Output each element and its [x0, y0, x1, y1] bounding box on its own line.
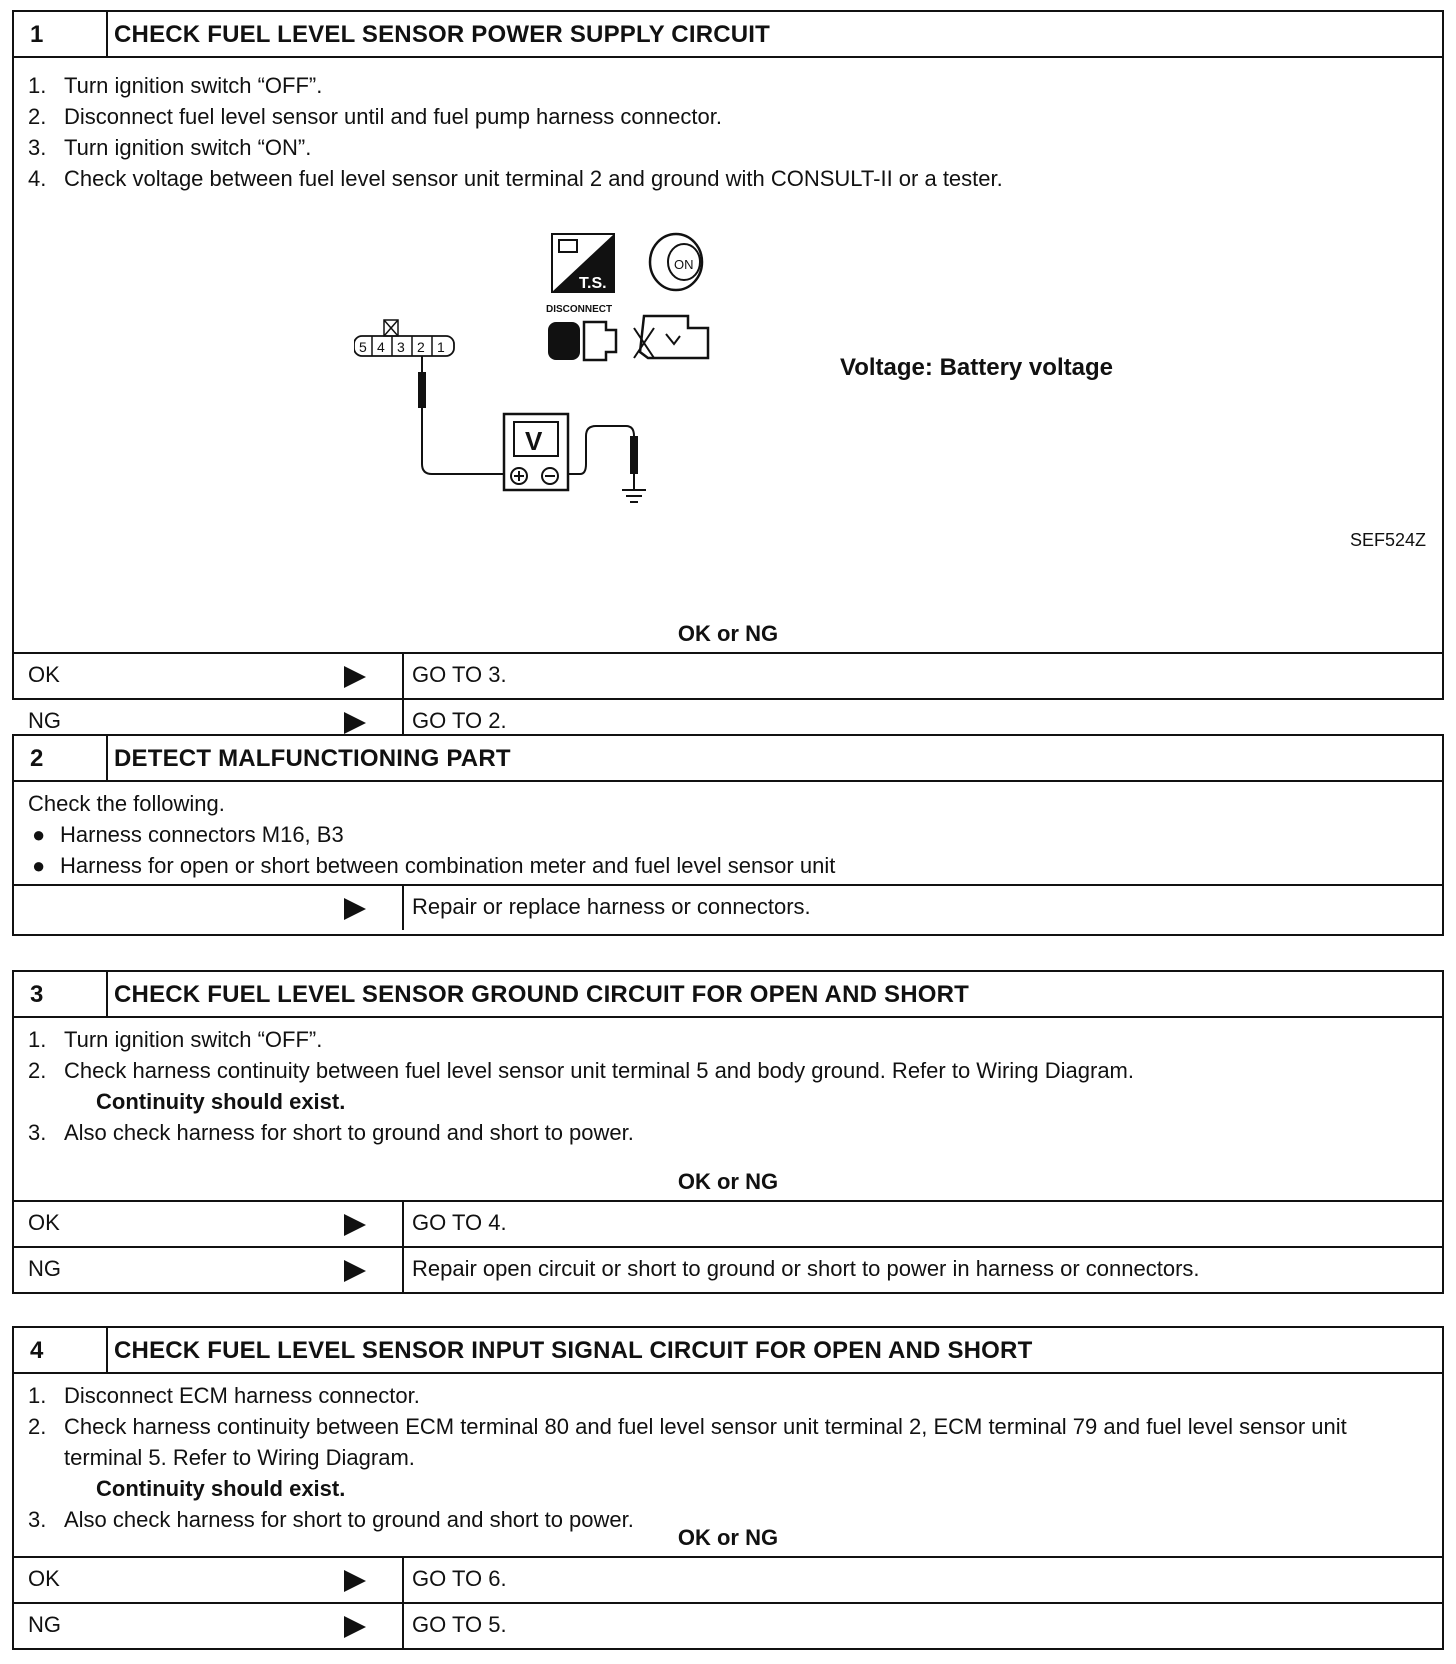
step-title: DETECT MALFUNCTIONING PART	[114, 745, 511, 772]
bullet-item	[28, 850, 1428, 881]
step-title: CHECK FUEL LEVEL SENSOR GROUND CIRCUIT FOR OPEN AND SHORT	[114, 981, 970, 1008]
result-cell	[14, 1604, 404, 1648]
result-row-ok	[14, 1202, 1442, 1246]
arrow-right-icon	[344, 1214, 366, 1236]
bullet-icon: ●	[32, 822, 46, 847]
figure-code: SEF524Z	[1349, 530, 1426, 550]
instruction-number: 2.	[28, 1058, 47, 1083]
ignition-on-icon	[650, 234, 702, 290]
disconnect-label: DISCONNECT	[546, 304, 613, 315]
arrow-right-icon	[344, 666, 366, 688]
instruction-text: Also check harness for short to ground and short to power.	[64, 1507, 634, 1532]
result-action: Repair or replace harness or connectors.	[412, 894, 811, 919]
result-action: GO TO 3.	[412, 662, 507, 687]
instruction-item	[28, 1504, 1428, 1535]
result-row-ok	[14, 1558, 1442, 1602]
step-instructions	[14, 1374, 1442, 1532]
instruction-item	[28, 1055, 1428, 1086]
step-number: 1	[14, 12, 108, 56]
result-action: GO TO 2.	[412, 708, 507, 733]
continuity-note: Continuity should exist.	[96, 1089, 346, 1114]
arrow-right-icon	[344, 898, 366, 920]
step-instructions	[14, 1018, 1442, 1162]
instruction-number: 2.	[28, 104, 47, 129]
instruction-item	[28, 1411, 1428, 1473]
instruction-item	[28, 1024, 1428, 1055]
arrow-right-icon	[344, 1570, 366, 1592]
connector-pin: 4	[377, 339, 385, 355]
step-3-block	[12, 970, 1444, 1294]
positive-probe	[418, 356, 504, 474]
instruction-number: 1.	[28, 1383, 47, 1408]
instruction-number: 4.	[28, 166, 47, 191]
result-action: GO TO 4.	[412, 1210, 507, 1235]
harness-connector	[354, 320, 454, 356]
result-row	[14, 886, 1442, 930]
instruction-text: Turn ignition switch “OFF”.	[64, 1027, 323, 1052]
result-action: GO TO 6.	[412, 1566, 507, 1591]
result-cell	[14, 886, 404, 930]
connector-pin: 2	[417, 339, 425, 355]
step-header	[14, 1328, 1442, 1374]
instruction-text: Turn ignition switch “ON”.	[64, 135, 312, 160]
step-title: CHECK FUEL LEVEL SENSOR POWER SUPPLY CIRCUIT	[114, 21, 771, 48]
connector-pin: 1	[437, 339, 445, 355]
result-label: OK	[28, 662, 60, 687]
disconnect-icon	[546, 304, 616, 360]
intro-text: Check the following.	[28, 791, 225, 816]
ground-symbol-icon	[622, 490, 646, 502]
result-row-ok	[14, 654, 1442, 698]
ok-or-ng-label: OK or NG	[14, 1518, 1442, 1558]
arrow-right-icon	[344, 712, 366, 734]
result-label: OK	[28, 1566, 60, 1591]
instruction-number: 3.	[28, 135, 47, 160]
arrow-right-icon	[344, 1616, 366, 1638]
ts-label: T.S.	[579, 275, 607, 292]
step-2-block	[12, 734, 1444, 936]
ok-or-ng-label: OK or NG	[14, 1162, 1442, 1202]
step-header	[14, 736, 1442, 782]
step-header	[14, 972, 1442, 1018]
bullet-icon: ●	[32, 853, 46, 878]
instruction-number: 3.	[28, 1507, 47, 1532]
connector-pin: 3	[397, 339, 405, 355]
instruction-number: 1.	[28, 1027, 47, 1052]
result-row-ng	[14, 1246, 1442, 1292]
instruction-item	[28, 70, 1428, 101]
arrow-right-icon	[344, 1260, 366, 1282]
bullet-item	[28, 819, 1428, 850]
ok-or-ng-label: OK or NG	[14, 614, 1442, 654]
instruction-number: 2.	[28, 1414, 47, 1439]
instruction-text: Disconnect ECM harness connector.	[64, 1383, 420, 1408]
step-number: 3	[14, 972, 108, 1016]
instruction-number: 3.	[28, 1120, 47, 1145]
step-instructions	[14, 58, 1442, 194]
bullet-text: Harness connectors M16, B3	[60, 822, 344, 847]
result-cell	[14, 1248, 404, 1292]
result-action: GO TO 5.	[412, 1612, 507, 1637]
instruction-item	[28, 101, 1428, 132]
instruction-text: Also check harness for short to ground and short to power.	[64, 1120, 634, 1145]
continuity-note: Continuity should exist.	[96, 1476, 346, 1501]
result-action: Repair open circuit or short to ground or short to power in harness or connectors.	[412, 1256, 1200, 1281]
result-row-ng	[14, 1602, 1442, 1648]
instruction-text: Turn ignition switch “OFF”.	[64, 73, 323, 98]
step-4-block	[12, 1326, 1444, 1650]
result-label: NG	[28, 1256, 61, 1281]
step-title: CHECK FUEL LEVEL SENSOR INPUT SIGNAL CIRCUIT FOR OPEN AND SHORT	[114, 1337, 1033, 1364]
instruction-text: Check harness continuity between ECM terminal 80 and fuel level sensor unit terminal 2, ECM terminal 79 and fuel level sensor unit terminal 5. Refer to Wiring Diagram.	[64, 1414, 1347, 1470]
step-instructions	[14, 782, 1442, 886]
voltage-check-diagram	[354, 224, 734, 524]
engine-icon	[634, 316, 708, 358]
voltmeter-icon	[504, 414, 568, 490]
instruction-text: Disconnect fuel level sensor until and fuel pump harness connector.	[64, 104, 722, 129]
ground-probe	[568, 426, 638, 490]
step-header	[14, 12, 1442, 58]
on-label: ON	[674, 257, 694, 272]
voltmeter-label: V	[525, 426, 543, 456]
instruction-text: Check voltage between fuel level sensor unit terminal 2 and ground with CONSULT-II or a tester.	[64, 166, 1003, 191]
ts-icon	[552, 234, 614, 292]
instruction-text: Check harness continuity between fuel level sensor unit terminal 5 and body ground. Refer to Wiring Diagram.	[64, 1058, 1134, 1083]
result-label: OK	[28, 1210, 60, 1235]
step-1-block	[12, 10, 1444, 733]
result-label: NG	[28, 1612, 61, 1637]
bullet-text: Harness for open or short between combination meter and fuel level sensor unit	[60, 853, 836, 878]
result-cell	[14, 654, 404, 698]
step-number: 2	[14, 736, 108, 780]
instruction-item	[28, 132, 1428, 163]
circuit-figure	[14, 194, 1442, 614]
step-number: 4	[14, 1328, 108, 1372]
result-cell	[14, 1558, 404, 1602]
instruction-item	[28, 1380, 1428, 1411]
connector-pin: 5	[359, 339, 367, 355]
result-label: NG	[28, 708, 61, 733]
instruction-item	[28, 163, 1428, 194]
instruction-item	[28, 1117, 1428, 1148]
voltage-spec: Voltage: Battery voltage	[840, 354, 1113, 381]
result-cell	[14, 1202, 404, 1246]
instruction-number: 1.	[28, 73, 47, 98]
